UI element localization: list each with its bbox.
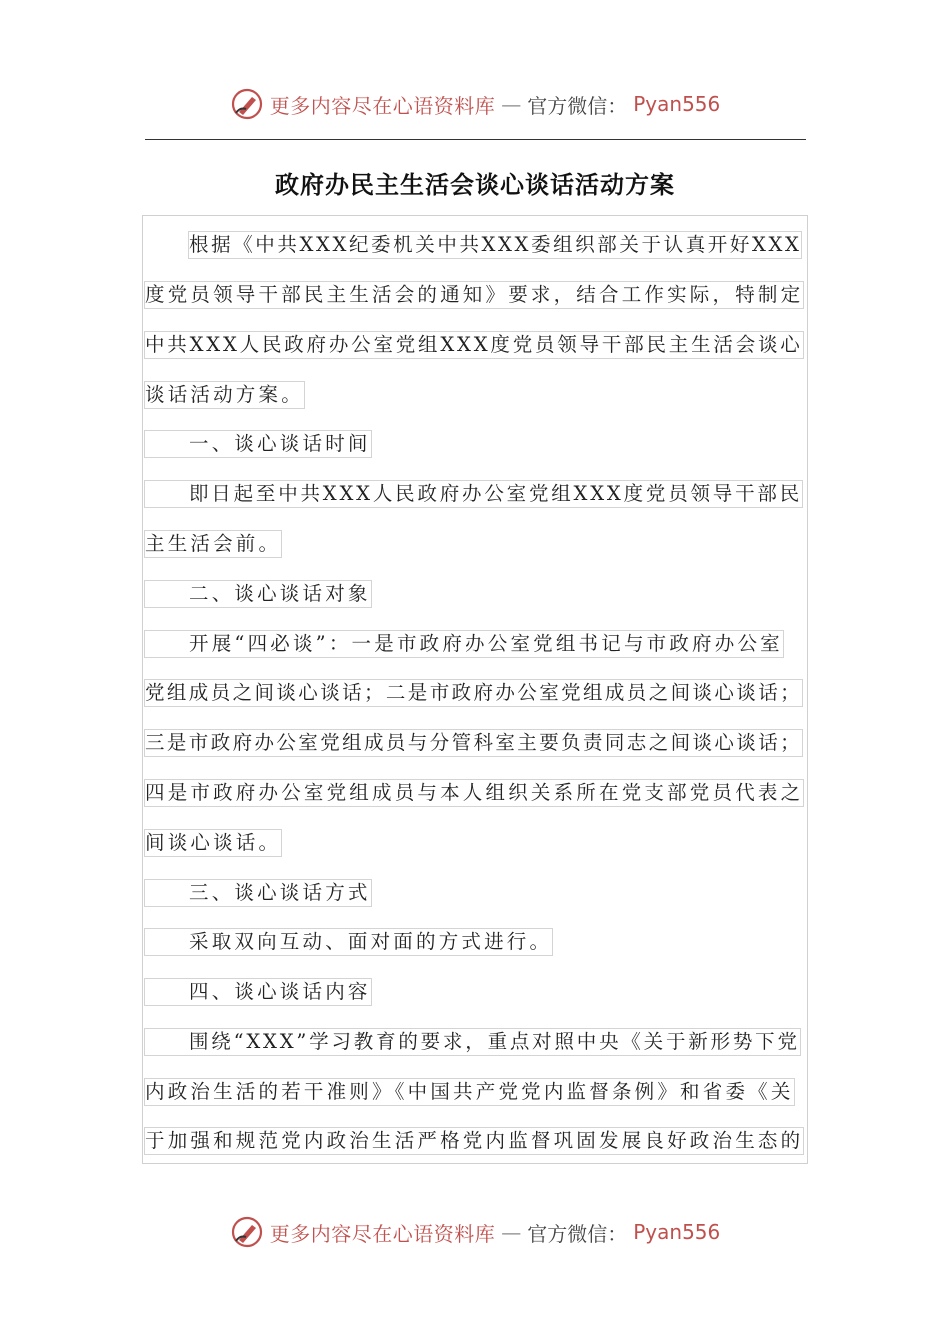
page-header (0, 84, 950, 124)
document-title: 政府办民主生活会谈心谈话活动方案 (275, 171, 675, 199)
footer-banner (230, 1215, 721, 1249)
footer-wechat-id: Pyan556 (633, 1220, 721, 1244)
footer-separator: — (501, 1220, 522, 1244)
text-line: 根据《中共XXX纪委机关中共XXX委组织部关于认真开好XXX (188, 231, 802, 259)
text-line: 度党员领导干部民主生活会的通知》要求，结合工作实际，特制定 (144, 281, 804, 309)
pen-nib-circle-icon (230, 1215, 264, 1249)
text-line: 间谈心谈话。 (144, 829, 282, 857)
text-line: 即日起至中共XXX人民政府办公室党组XXX度党员领导干部民 (144, 480, 803, 508)
section-heading: 四、谈心谈话内容 (144, 978, 372, 1006)
text-line: 党组成员之间谈心谈话；二是市政府办公室党组成员之间谈心谈话； (144, 679, 803, 707)
text-line: 于加强和规范党内政治生活严格党内监督巩固发展良好政治生态的 (144, 1127, 804, 1155)
header-wechat-id: Pyan556 (633, 92, 721, 116)
text-line: 主生活会前。 (144, 530, 282, 558)
header-brand: 更多内容尽在心语资料库 (269, 93, 496, 118)
text-line: 三是市政府办公室党组成员与分管科室主要负责同志之间谈心谈话； (144, 729, 803, 757)
pen-nib-circle-icon (230, 87, 264, 121)
header-banner (230, 87, 721, 121)
text-line: 谈话活动方案。 (144, 381, 305, 409)
text-line: 中共XXX人民政府办公室党组XXX度党员领导干部民主生活会谈心 (144, 331, 804, 359)
footer-brand: 更多内容尽在心语资料库 (269, 1221, 496, 1246)
header-separator: — (501, 92, 522, 116)
text-line: 开展“四必谈”：一是市政府办公室党组书记与市政府办公室 (144, 630, 784, 658)
text-line: 内政治生活的若干准则》《中国共产党党内监督条例》和省委《关 (144, 1078, 795, 1106)
text-line: 四是市政府办公室党组成员与本人组织关系所在党支部党员代表之 (144, 779, 804, 807)
footer-wechat-label: 官方微信： (527, 1221, 628, 1246)
section-heading: 三、谈心谈话方式 (144, 879, 372, 907)
header-divider (145, 139, 806, 140)
section-heading: 一、谈心谈话时间 (144, 430, 372, 458)
text-line: 围绕“XXX”学习教育的要求，重点对照中央《关于新形势下党 (144, 1028, 801, 1056)
section-heading: 二、谈心谈话对象 (144, 580, 372, 608)
text-line: 采取双向互动、面对面的方式进行。 (144, 928, 553, 956)
page-footer (0, 1212, 950, 1252)
header-wechat-label: 官方微信： (527, 93, 628, 118)
